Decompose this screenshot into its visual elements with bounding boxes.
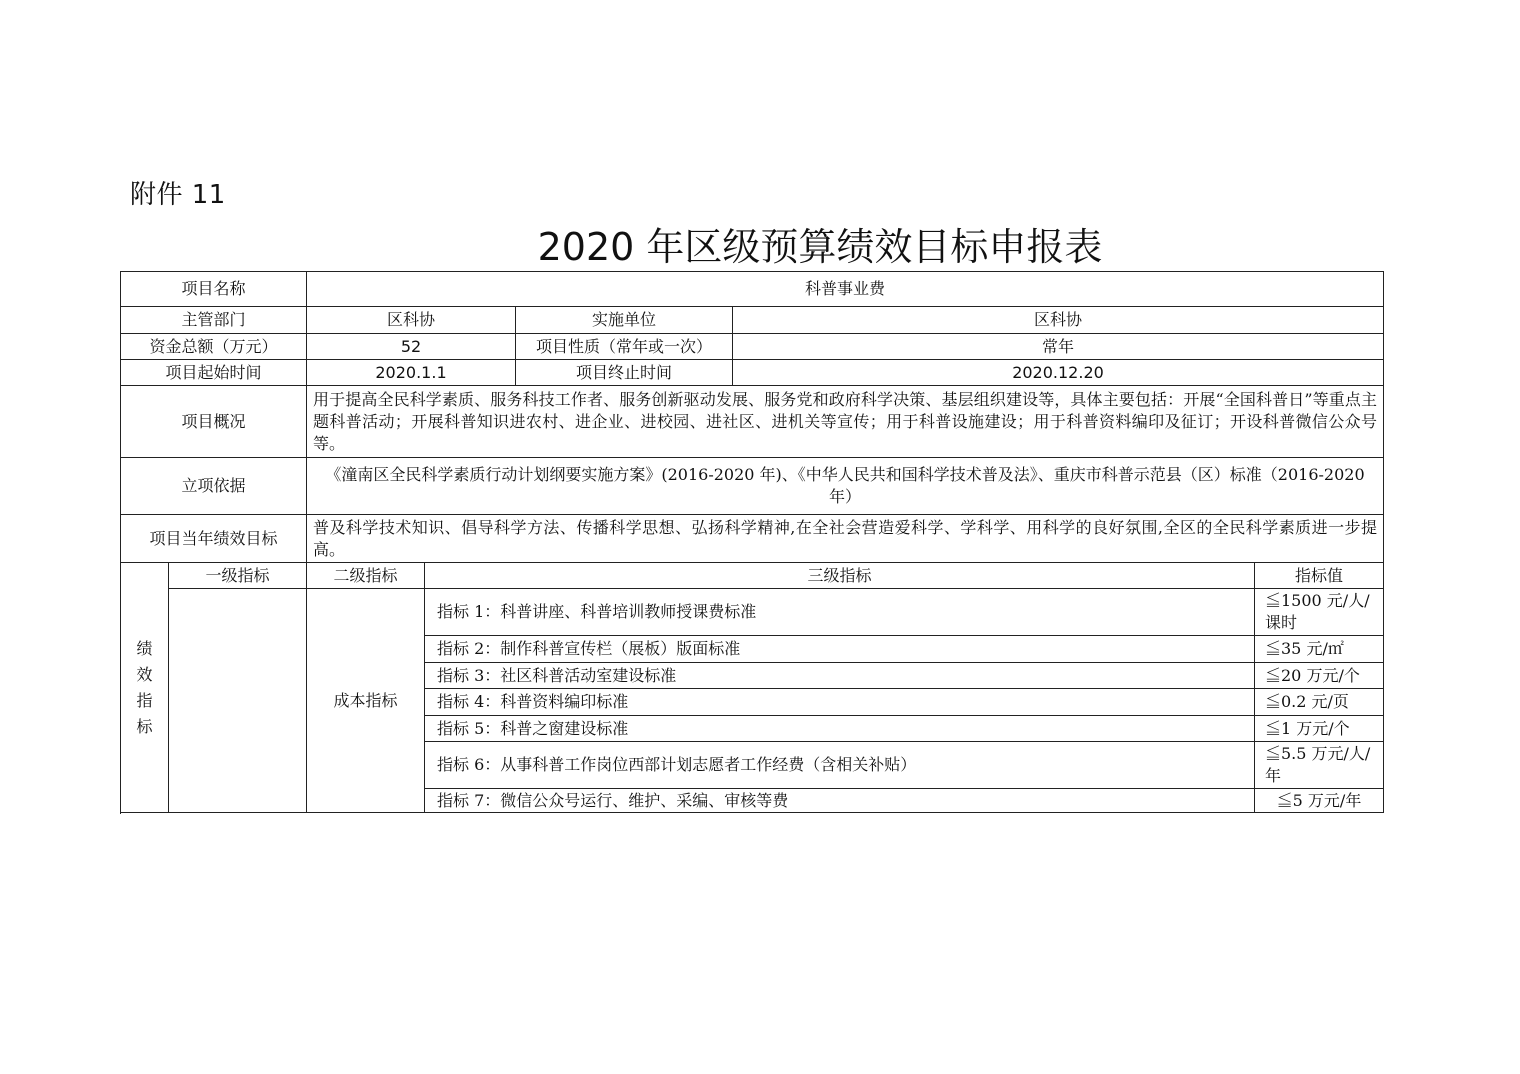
level3-header: 三级指标	[425, 563, 1255, 589]
indicator-value: ≦35 元/㎡	[1255, 636, 1384, 663]
indicator-name: 指标 7：微信公众号运行、维护、采编、审核等费	[425, 789, 1255, 813]
row-annual-goal	[121, 515, 1384, 563]
implementing-unit-value: 区科协	[733, 307, 1384, 334]
row-fund	[121, 334, 1384, 360]
implementing-unit-label: 实施单位	[516, 307, 733, 334]
indicator-name: 指标 1：科普讲座、科普培训教师授课费标准	[425, 589, 1255, 636]
overview-label: 项目概况	[121, 386, 307, 458]
level2-value: 成本指标	[307, 589, 425, 813]
level1-header: 一级指标	[169, 563, 307, 589]
department-label: 主管部门	[121, 307, 307, 334]
project-name-value: 科普事业费	[307, 272, 1384, 307]
indicator-row	[121, 589, 1384, 636]
annual-goal-label: 项目当年绩效目标	[121, 515, 307, 563]
end-time-label: 项目终止时间	[516, 360, 733, 386]
indicator-name: 指标 6：从事科普工作岗位西部计划志愿者工作经费（含相关补贴）	[425, 742, 1255, 789]
side-char: 效	[136, 664, 153, 684]
level1-value	[169, 589, 307, 813]
level2-header: 二级指标	[307, 563, 425, 589]
indicator-name: 指标 4：科普资料编印标准	[425, 689, 1255, 716]
fund-total-label: 资金总额（万元）	[121, 334, 307, 360]
indicator-name: 指标 3：社区科普活动室建设标准	[425, 663, 1255, 689]
indicator-name: 指标 2：制作科普宣传栏（展板）版面标准	[425, 636, 1255, 663]
row-basis	[121, 458, 1384, 515]
indicator-value: ≦1 万元/个	[1255, 716, 1384, 742]
indicator-value: ≦5.5 万元/人/年	[1255, 742, 1384, 789]
fund-total-value: 52	[307, 334, 516, 360]
performance-indicators-side-label	[121, 563, 169, 813]
row-project-name	[121, 272, 1384, 307]
department-value: 区科协	[307, 307, 516, 334]
annual-goal-value: 普及科学技术知识、倡导科学方法、传播科学思想、弘扬科学精神,在全社会营造爱科学、学科学、用科学的良好氛围,全区的全民科学素质进一步提高。	[307, 515, 1384, 563]
start-time-label: 项目起始时间	[121, 360, 307, 386]
project-name-label: 项目名称	[121, 272, 307, 307]
indicator-value: ≦0.2 元/页	[1255, 689, 1384, 716]
side-char: 指	[136, 690, 153, 710]
overview-value: 用于提高全民科学素质、服务科技工作者、服务创新驱动发展、服务党和政府科学决策、基层组织建设等，具体主要包括：开展“全国科普日”等重点主题科普活动；开展科普知识进农村、进企业、进校园、进社区、进机关等宣传；用于科普设施建设；用于科普资料编印及征订；开设科普微信公众号等。	[307, 386, 1384, 458]
basis-label: 立项依据	[121, 458, 307, 515]
indicator-value: ≦1500 元/人/课时	[1255, 589, 1384, 636]
row-overview	[121, 386, 1384, 458]
basis-value: 《潼南区全民科学素质行动计划纲要实施方案》(2016-2020 年)、《中华人民共和国科学技术普及法》、重庆市科普示范县（区）标准（2016-2020 年）	[307, 458, 1384, 515]
value-header: 指标值	[1255, 563, 1384, 589]
document-title: 2020 年区级预算绩效目标申报表	[537, 225, 1103, 269]
indicator-value: ≦20 万元/个	[1255, 663, 1384, 689]
project-nature-value: 常年	[733, 334, 1384, 360]
side-char: 标	[136, 716, 153, 736]
side-char: 绩	[136, 638, 153, 658]
project-nature-label: 项目性质（常年或一次）	[516, 334, 733, 360]
start-time-value: 2020.1.1	[307, 360, 516, 386]
row-department	[121, 307, 1384, 334]
end-time-value: 2020.12.20	[733, 360, 1384, 386]
indicator-value: ≦5 万元/年	[1255, 789, 1384, 813]
row-period	[121, 360, 1384, 386]
performance-target-table	[120, 271, 1384, 813]
attachment-label: 附件 11	[130, 180, 226, 210]
row-indicator-header	[121, 563, 1384, 589]
indicator-name: 指标 5：科普之窗建设标准	[425, 716, 1255, 742]
